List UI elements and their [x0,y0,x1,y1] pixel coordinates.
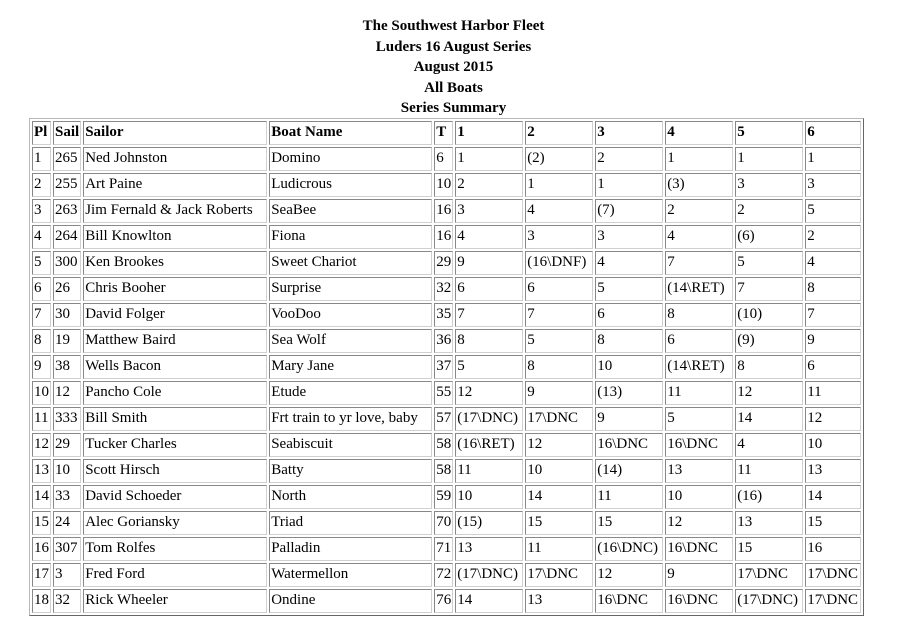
cell-boat-name: Sweet Chariot [269,251,432,275]
cell-race-6: 5 [805,199,861,223]
cell-race-4: 11 [665,381,733,405]
cell-race-1: 11 [455,459,523,483]
cell-race-5: 3 [735,173,803,197]
cell-race-1: 9 [455,251,523,275]
cell-race-1: (15) [455,511,523,535]
cell-sailor: Chris Booher [83,277,267,301]
cell-boat-name: Frt train to yr love, baby [269,407,432,431]
cell-sailor: Tucker Charles [83,433,267,457]
cell-boat-name: Sea Wolf [269,329,432,353]
cell-total: 36 [434,329,453,353]
cell-race-4: 10 [665,485,733,509]
cell-race-1: 4 [455,225,523,249]
cell-race-3: (16\DNC) [595,537,663,561]
cell-race-2: 4 [525,199,593,223]
cell-total: 16 [434,199,453,223]
table-row [32,589,861,613]
cell-race-2: 6 [525,277,593,301]
boat-class: All Boats [424,79,483,96]
cell-boat-name: Triad [269,511,432,535]
table-row [32,251,861,275]
cell-total: 37 [434,355,453,379]
cell-race-1: (16\RET) [455,433,523,457]
cell-race-5: 8 [735,355,803,379]
cell-race-6: 15 [805,511,861,535]
cell-place: 9 [32,355,51,379]
cell-race-2: 17\DNC [525,407,593,431]
cell-race-6: 16 [805,537,861,561]
cell-race-2: 3 [525,225,593,249]
cell-race-2: 10 [525,459,593,483]
cell-race-1: 13 [455,537,523,561]
cell-boat-name: VooDoo [269,303,432,327]
cell-race-5: 13 [735,511,803,535]
cell-race-6: 3 [805,173,861,197]
cell-race-3: 10 [595,355,663,379]
cell-race-3: 1 [595,173,663,197]
cell-sailor: Scott Hirsch [83,459,267,483]
cell-total: 57 [434,407,453,431]
cell-boat-name: SeaBee [269,199,432,223]
cell-race-1: 3 [455,199,523,223]
cell-total: 16 [434,225,453,249]
cell-total: 32 [434,277,453,301]
cell-boat-name: North [269,485,432,509]
cell-race-3: 4 [595,251,663,275]
cell-sailor: Bill Smith [83,407,267,431]
cell-place: 11 [32,407,51,431]
cell-place: 5 [32,251,51,275]
cell-race-2: 14 [525,485,593,509]
col-header-boat-name: Boat Name [269,121,432,145]
cell-sailor: Matthew Baird [83,329,267,353]
col-header-race-6: 6 [805,121,861,145]
cell-total: 72 [434,563,453,587]
col-header-race-4: 4 [665,121,733,145]
col-header-race-1: 1 [455,121,523,145]
table-row [32,511,861,535]
cell-race-5: (9) [735,329,803,353]
col-header-race-5: 5 [735,121,803,145]
cell-sailor: Alec Goriansky [83,511,267,535]
cell-total: 35 [434,303,453,327]
cell-boat-name: Domino [269,147,432,171]
cell-sail: 24 [53,511,81,535]
cell-sail: 19 [53,329,81,353]
page-header [0,0,907,119]
cell-race-6: 10 [805,433,861,457]
cell-sail: 38 [53,355,81,379]
cell-boat-name: Batty [269,459,432,483]
cell-place: 10 [32,381,51,405]
cell-race-3: 15 [595,511,663,535]
cell-boat-name: Palladin [269,537,432,561]
table-row [32,355,861,379]
table-row [32,199,861,223]
cell-total: 10 [434,173,453,197]
cell-race-5: 15 [735,537,803,561]
cell-race-4: 7 [665,251,733,275]
cell-race-2: (16\DNF) [525,251,593,275]
cell-race-6: 4 [805,251,861,275]
table-row [32,329,861,353]
cell-place: 3 [32,199,51,223]
table-row [32,537,861,561]
cell-race-4: 16\DNC [665,537,733,561]
cell-race-4: 13 [665,459,733,483]
cell-sail: 33 [53,485,81,509]
cell-place: 1 [32,147,51,171]
col-header-sailor: Sailor [83,121,267,145]
cell-race-1: 2 [455,173,523,197]
cell-sailor: Ken Brookes [83,251,267,275]
cell-race-2: 11 [525,537,593,561]
cell-race-6: 2 [805,225,861,249]
cell-sail: 29 [53,433,81,457]
cell-boat-name: Seabiscuit [269,433,432,457]
table-row [32,173,861,197]
cell-sail: 307 [53,537,81,561]
cell-race-4: (14\RET) [665,277,733,301]
table-row [32,225,861,249]
cell-sailor: Fred Ford [83,563,267,587]
cell-race-1: 5 [455,355,523,379]
cell-race-3: (14) [595,459,663,483]
cell-race-3: (7) [595,199,663,223]
cell-boat-name: Fiona [269,225,432,249]
col-header-pl: Pl [32,121,51,145]
cell-race-1: 8 [455,329,523,353]
cell-place: 14 [32,485,51,509]
cell-race-5: 7 [735,277,803,301]
cell-race-3: 12 [595,563,663,587]
cell-total: 6 [434,147,453,171]
cell-total: 58 [434,459,453,483]
col-header-total: T [434,121,453,145]
cell-sail: 3 [53,563,81,587]
cell-race-3: 16\DNC [595,433,663,457]
fleet-title: The Southwest Harbor Fleet [362,18,545,34]
cell-race-6: 11 [805,381,861,405]
cell-race-6: 17\DNC [805,589,861,613]
cell-sail: 12 [53,381,81,405]
col-header-sail: Sail [53,121,81,145]
cell-sailor: Jim Fernald & Jack Roberts [83,199,267,223]
cell-total: 59 [434,485,453,509]
cell-boat-name: Etude [269,381,432,405]
cell-race-3: 11 [595,485,663,509]
cell-race-2: 15 [525,511,593,535]
cell-race-5: (17\DNC) [735,589,803,613]
cell-race-5: (6) [735,225,803,249]
cell-race-2: 8 [525,355,593,379]
cell-race-3: 6 [595,303,663,327]
table-row [32,381,861,405]
table-row [32,433,861,457]
cell-race-1: 1 [455,147,523,171]
table-row [32,303,861,327]
cell-race-6: 8 [805,277,861,301]
cell-race-3: 16\DNC [595,589,663,613]
cell-race-1: 12 [455,381,523,405]
cell-race-2: 17\DNC [525,563,593,587]
table-row [32,485,861,509]
cell-race-6: 7 [805,303,861,327]
cell-total: 71 [434,537,453,561]
results-body [32,147,861,613]
cell-race-1: 10 [455,485,523,509]
cell-race-6: 9 [805,329,861,353]
cell-sailor: Pancho Cole [83,381,267,405]
cell-race-4: 5 [665,407,733,431]
cell-sail: 30 [53,303,81,327]
cell-race-6: 13 [805,459,861,483]
cell-sailor: Bill Knowlton [83,225,267,249]
cell-race-1: 6 [455,277,523,301]
cell-total: 70 [434,511,453,535]
series-date: August 2015 [413,59,494,75]
cell-race-5: 1 [735,147,803,171]
cell-place: 17 [32,563,51,587]
cell-race-3: 8 [595,329,663,353]
cell-race-3: 3 [595,225,663,249]
cell-place: 7 [32,303,51,327]
cell-race-6: 17\DNC [805,563,861,587]
cell-race-5: 5 [735,251,803,275]
cell-race-5: (10) [735,303,803,327]
cell-sail: 26 [53,277,81,301]
cell-race-5: (16) [735,485,803,509]
table-row [32,563,861,587]
cell-race-4: 16\DNC [665,589,733,613]
cell-sail: 10 [53,459,81,483]
cell-race-3: (13) [595,381,663,405]
cell-race-5: 14 [735,407,803,431]
cell-race-6: 6 [805,355,861,379]
cell-race-2: 1 [525,173,593,197]
cell-race-6: 12 [805,407,861,431]
results-table [29,118,864,616]
cell-sailor: Ned Johnston [83,147,267,171]
cell-sail: 300 [53,251,81,275]
cell-race-4: (14\RET) [665,355,733,379]
cell-race-1: (17\DNC) [455,407,523,431]
cell-race-3: 2 [595,147,663,171]
cell-race-4: 16\DNC [665,433,733,457]
table-row [32,459,861,483]
cell-race-2: 5 [525,329,593,353]
cell-total: 55 [434,381,453,405]
cell-boat-name: Mary Jane [269,355,432,379]
cell-sail: 32 [53,589,81,613]
table-row [32,277,861,301]
cell-race-4: 9 [665,563,733,587]
cell-place: 6 [32,277,51,301]
cell-race-2: 12 [525,433,593,457]
cell-place: 4 [32,225,51,249]
cell-boat-name: Surprise [269,277,432,301]
cell-race-2: 13 [525,589,593,613]
cell-race-1: 7 [455,303,523,327]
cell-sailor: David Folger [83,303,267,327]
cell-sail: 255 [53,173,81,197]
cell-race-5: 11 [735,459,803,483]
cell-race-5: 2 [735,199,803,223]
cell-sail: 333 [53,407,81,431]
cell-race-3: 9 [595,407,663,431]
cell-race-2: 7 [525,303,593,327]
header-row [32,121,861,145]
cell-race-4: (3) [665,173,733,197]
cell-race-4: 6 [665,329,733,353]
col-header-race-3: 3 [595,121,663,145]
cell-sailor: David Schoeder [83,485,267,509]
cell-boat-name: Ondine [269,589,432,613]
cell-total: 76 [434,589,453,613]
cell-race-4: 2 [665,199,733,223]
cell-race-2: (2) [525,147,593,171]
cell-race-5: 4 [735,433,803,457]
series-title: Luders 16 August Series [375,38,532,55]
col-header-race-2: 2 [525,121,593,145]
cell-place: 15 [32,511,51,535]
cell-race-1: (17\DNC) [455,563,523,587]
cell-race-1: 14 [455,589,523,613]
cell-race-6: 14 [805,485,861,509]
cell-race-4: 8 [665,303,733,327]
cell-place: 13 [32,459,51,483]
cell-race-4: 12 [665,511,733,535]
cell-place: 8 [32,329,51,353]
cell-total: 29 [434,251,453,275]
cell-sailor: Tom Rolfes [83,537,267,561]
cell-race-2: 9 [525,381,593,405]
cell-place: 18 [32,589,51,613]
cell-race-4: 4 [665,225,733,249]
table-row [32,147,861,171]
cell-place: 12 [32,433,51,457]
cell-sail: 263 [53,199,81,223]
cell-boat-name: Ludicrous [269,173,432,197]
cell-race-4: 1 [665,147,733,171]
cell-race-3: 5 [595,277,663,301]
cell-place: 2 [32,173,51,197]
cell-boat-name: Watermellon [269,563,432,587]
table-row [32,407,861,431]
cell-race-5: 17\DNC [735,563,803,587]
cell-sailor: Wells Bacon [83,355,267,379]
cell-total: 58 [434,433,453,457]
cell-sailor: Rick Wheeler [83,589,267,613]
cell-race-5: 12 [735,381,803,405]
cell-race-6: 1 [805,147,861,171]
cell-place: 16 [32,537,51,561]
summary-title: Series Summary [400,100,507,116]
cell-sail: 264 [53,225,81,249]
cell-sailor: Art Paine [83,173,267,197]
cell-sail: 265 [53,147,81,171]
